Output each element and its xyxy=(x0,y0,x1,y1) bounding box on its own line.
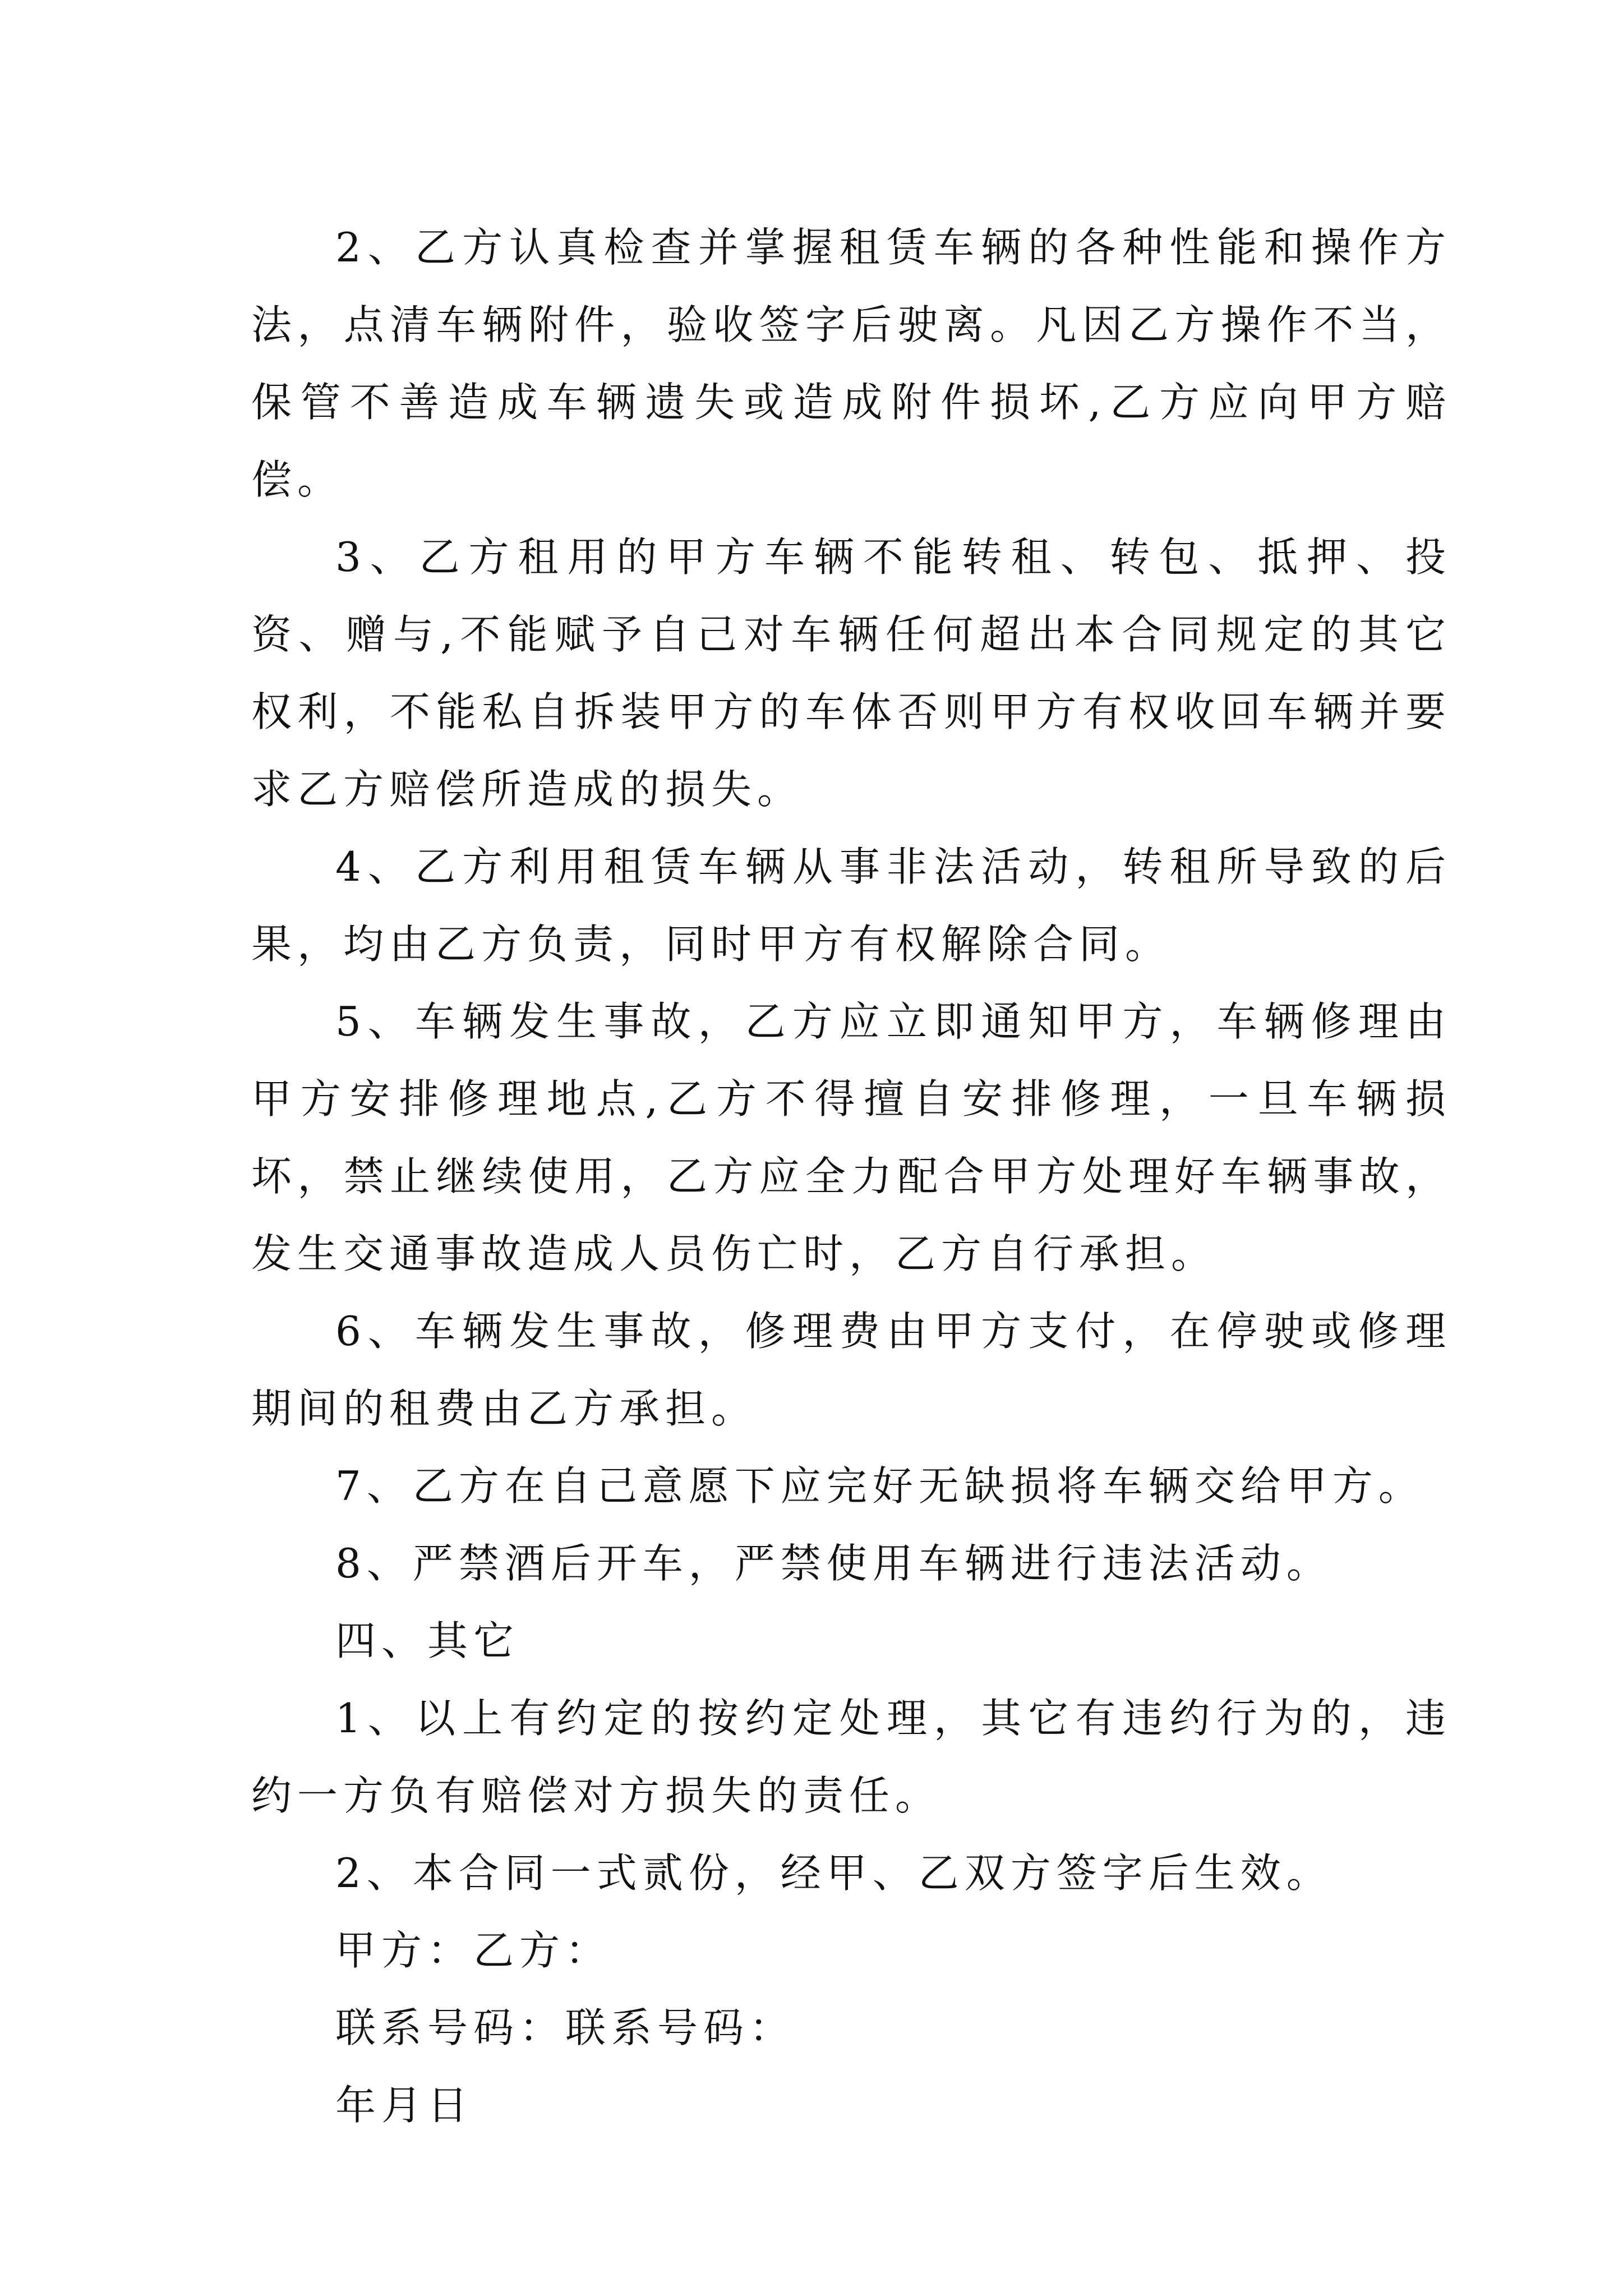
signature-phone: 联系号码：联系号码： xyxy=(335,2004,796,2051)
paragraph-clause-2: 2、乙方认真检查并掌握租赁车辆的各种性能和操作方法，点清车辆附件，验收签字后驶离。凡因乙方操作不当，保管不善造成车辆遗失或造成附件损坏,乙方应向甲方赔偿。 xyxy=(251,224,1451,503)
paragraph-clause-6: 6、车辆发生事故，修理费由甲方支付，在停驶或修理期间的租费由乙方承担。 xyxy=(251,1308,1451,1432)
paragraph-clause-7: 7、乙方在自己意愿下应完好无缺损将车辆交给甲方。 xyxy=(335,1462,1424,1510)
paragraph-clause-5: 5、车辆发生事故，乙方应立即通知甲方，车辆修理由甲方安排修理地点,乙方不得擅自安排修理，一旦车辆损坏，禁止继续使用，乙方应全力配合甲方处理好车辆事故，发生交通事故造成人员伤亡时，乙方自行承担。 xyxy=(251,998,1451,1277)
signature-parties: 甲方：乙方： xyxy=(335,1927,612,1974)
document-body xyxy=(251,209,1451,2144)
section-heading-other: 四、其它 xyxy=(335,1617,520,1664)
paragraph-other-2: 2、本合同一式贰份，经甲、乙双方签字后生效。 xyxy=(335,1849,1332,1897)
signature-date: 年月日 xyxy=(335,2082,474,2129)
paragraph-other-1: 1、以上有约定的按约定处理，其它有违约行为的，违约一方负有赔偿对方损失的责任。 xyxy=(251,1695,1451,1819)
paragraph-clause-4: 4、乙方利用租赁车辆从事非法活动，转租所导致的后果，均由乙方负责，同时甲方有权解除合同。 xyxy=(251,843,1451,968)
paragraph-clause-3: 3、乙方租用的甲方车辆不能转租、转包、抵押、投资、赠与,不能赋予自己对车辆任何超出本合同规定的其它权利，不能私自拆装甲方的车体否则甲方有权收回车辆并要求乙方赔偿所造成的损失。 xyxy=(251,533,1451,813)
paragraph-clause-8: 8、严禁酒后开车，严禁使用车辆进行违法活动。 xyxy=(335,1540,1332,1587)
